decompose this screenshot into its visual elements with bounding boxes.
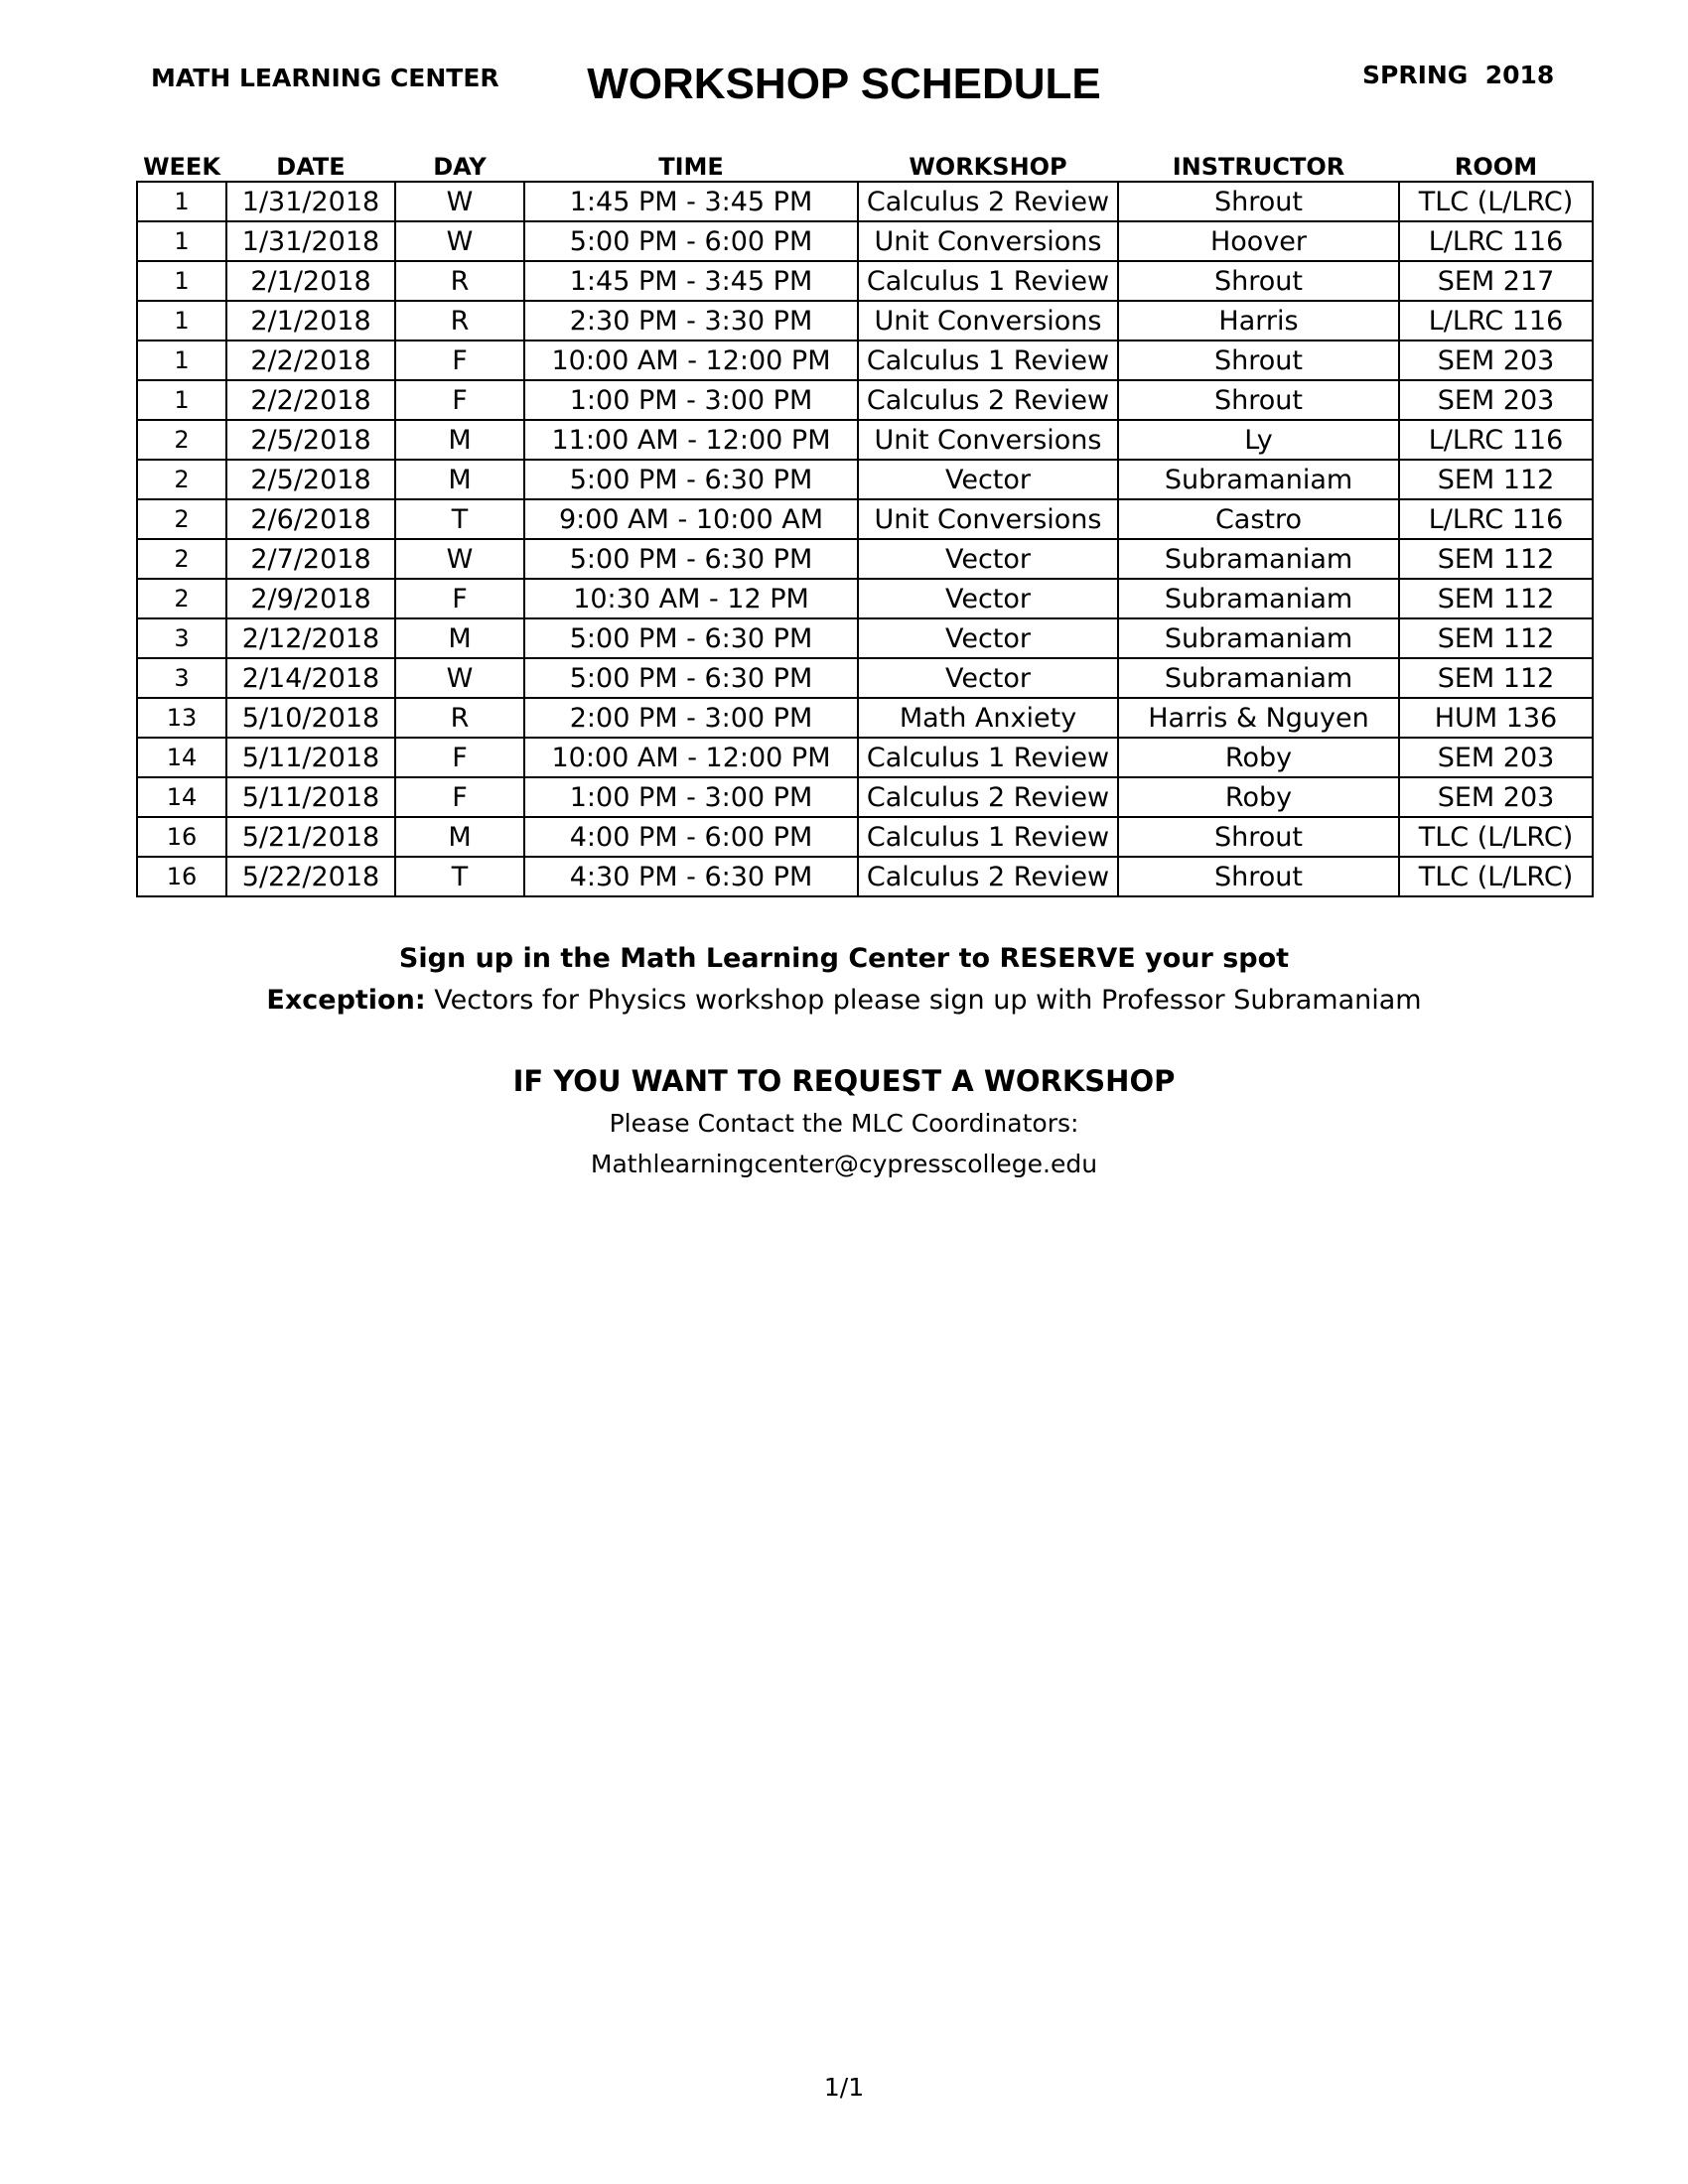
cell-week: 1: [137, 301, 226, 341]
column-header-instructor: INSTRUCTOR: [1172, 153, 1345, 181]
cell-time: 1:00 PM - 3:00 PM: [524, 380, 858, 420]
cell-room: L/LRC 116: [1399, 301, 1593, 341]
cell-room: SEM 112: [1399, 618, 1593, 658]
table-row: [137, 301, 1593, 341]
table-header-row: [137, 145, 1593, 182]
cell-week: 13: [137, 698, 226, 738]
cell-instructor: Shrout: [1118, 857, 1399, 896]
table-row: [137, 261, 1593, 301]
cell-room: SEM 203: [1399, 738, 1593, 777]
cell-workshop: Calculus 1 Review: [858, 341, 1118, 380]
cell-day: W: [395, 539, 524, 579]
cell-day: F: [395, 738, 524, 777]
cell-week: 3: [137, 618, 226, 658]
column-header-time: TIME: [658, 153, 724, 181]
cell-instructor: Castro: [1118, 499, 1399, 539]
cell-workshop: Vector: [858, 618, 1118, 658]
cell-time: 5:00 PM - 6:30 PM: [524, 539, 858, 579]
cell-day: F: [395, 380, 524, 420]
table-row: [137, 341, 1593, 380]
request-heading: IF YOU WANT TO REQUEST A WORKSHOP: [512, 1064, 1176, 1098]
cell-workshop: Calculus 1 Review: [858, 738, 1118, 777]
table-row: [137, 857, 1593, 896]
cell-room: L/LRC 116: [1399, 221, 1593, 261]
cell-week: 2: [137, 539, 226, 579]
exception-text: Vectors for Physics workshop please sign up with Professor Subramaniam: [425, 985, 1422, 1016]
table-row: [137, 539, 1593, 579]
cell-instructor: Shrout: [1118, 380, 1399, 420]
cell-workshop: Vector: [858, 539, 1118, 579]
cell-day: T: [395, 499, 524, 539]
cell-week: 2: [137, 460, 226, 499]
cell-workshop: Unit Conversions: [858, 221, 1118, 261]
table-body: [137, 182, 1593, 896]
cell-room: SEM 203: [1399, 777, 1593, 817]
cell-instructor: Shrout: [1118, 817, 1399, 857]
table-row: [137, 221, 1593, 261]
cell-room: L/LRC 116: [1399, 420, 1593, 460]
table-row: [137, 738, 1593, 777]
cell-workshop: Unit Conversions: [858, 301, 1118, 341]
cell-room: TLC (L/LRC): [1399, 182, 1593, 221]
cell-room: SEM 112: [1399, 460, 1593, 499]
cell-room: TLC (L/LRC): [1399, 817, 1593, 857]
cell-date: 1/31/2018: [226, 182, 395, 221]
cell-time: 2:30 PM - 3:30 PM: [524, 301, 858, 341]
table-row: [137, 182, 1593, 221]
signup-note: Sign up in the Math Learning Center to RESERVE your spot: [398, 943, 1290, 974]
cell-workshop: Calculus 1 Review: [858, 817, 1118, 857]
cell-date: 5/22/2018: [226, 857, 395, 896]
cell-date: 2/9/2018: [226, 579, 395, 618]
cell-day: R: [395, 698, 524, 738]
column-header-day: DAY: [433, 153, 487, 181]
cell-room: TLC (L/LRC): [1399, 857, 1593, 896]
term-label: SPRING 2018: [1362, 61, 1555, 89]
cell-instructor: Subramaniam: [1118, 539, 1399, 579]
page-title: WORKSHOP SCHEDULE: [587, 60, 1101, 108]
cell-room: L/LRC 116: [1399, 499, 1593, 539]
table-row: [137, 777, 1593, 817]
exception-note: [0, 985, 1688, 1016]
cell-week: 14: [137, 777, 226, 817]
cell-instructor: Ly: [1118, 420, 1399, 460]
cell-workshop: Unit Conversions: [858, 499, 1118, 539]
cell-time: 5:00 PM - 6:30 PM: [524, 460, 858, 499]
table-row: [137, 698, 1593, 738]
center-name: MATH LEARNING CENTER: [151, 64, 499, 92]
cell-workshop: Calculus 1 Review: [858, 261, 1118, 301]
cell-workshop: Vector: [858, 658, 1118, 698]
cell-week: 1: [137, 221, 226, 261]
cell-room: SEM 203: [1399, 380, 1593, 420]
cell-instructor: Shrout: [1118, 261, 1399, 301]
cell-day: W: [395, 182, 524, 221]
cell-workshop: Calculus 2 Review: [858, 857, 1118, 896]
cell-workshop: Math Anxiety: [858, 698, 1118, 738]
cell-instructor: Subramaniam: [1118, 618, 1399, 658]
cell-date: 2/1/2018: [226, 261, 395, 301]
workshop-schedule-table: [136, 145, 1594, 897]
cell-week: 1: [137, 380, 226, 420]
table-row: [137, 817, 1593, 857]
table-row: [137, 658, 1593, 698]
cell-room: SEM 112: [1399, 539, 1593, 579]
cell-week: 3: [137, 658, 226, 698]
cell-time: 4:00 PM - 6:00 PM: [524, 817, 858, 857]
table-row: [137, 499, 1593, 539]
cell-time: 11:00 AM - 12:00 PM: [524, 420, 858, 460]
cell-time: 1:45 PM - 3:45 PM: [524, 182, 858, 221]
page-number: 1/1: [823, 2073, 865, 2102]
cell-day: F: [395, 579, 524, 618]
cell-instructor: Shrout: [1118, 341, 1399, 380]
cell-day: F: [395, 341, 524, 380]
cell-day: W: [395, 658, 524, 698]
cell-time: 4:30 PM - 6:30 PM: [524, 857, 858, 896]
cell-date: 5/11/2018: [226, 777, 395, 817]
contact-line: Please Contact the MLC Coordinators:: [609, 1109, 1079, 1138]
cell-room: SEM 203: [1399, 341, 1593, 380]
cell-workshop: Calculus 2 Review: [858, 777, 1118, 817]
cell-instructor: Harris & Nguyen: [1118, 698, 1399, 738]
cell-day: W: [395, 221, 524, 261]
cell-week: 2: [137, 420, 226, 460]
cell-room: HUM 136: [1399, 698, 1593, 738]
contact-email[interactable]: Mathlearningcenter@cypresscollege.edu: [590, 1150, 1098, 1178]
cell-instructor: Shrout: [1118, 182, 1399, 221]
cell-date: 5/21/2018: [226, 817, 395, 857]
cell-workshop: Vector: [858, 460, 1118, 499]
column-header-workshop: WORKSHOP: [909, 153, 1067, 181]
cell-instructor: Roby: [1118, 738, 1399, 777]
cell-workshop: Calculus 2 Review: [858, 380, 1118, 420]
column-header-week: WEEK: [143, 153, 220, 181]
cell-workshop: Vector: [858, 579, 1118, 618]
column-header-date: DATE: [276, 153, 346, 181]
cell-date: 2/7/2018: [226, 539, 395, 579]
cell-instructor: Roby: [1118, 777, 1399, 817]
cell-date: 2/6/2018: [226, 499, 395, 539]
table-row: [137, 380, 1593, 420]
cell-time: 1:45 PM - 3:45 PM: [524, 261, 858, 301]
cell-day: M: [395, 618, 524, 658]
cell-day: R: [395, 301, 524, 341]
column-header-room: ROOM: [1454, 153, 1538, 181]
cell-time: 2:00 PM - 3:00 PM: [524, 698, 858, 738]
cell-day: M: [395, 817, 524, 857]
table-row: [137, 420, 1593, 460]
cell-workshop: Unit Conversions: [858, 420, 1118, 460]
table-row: [137, 579, 1593, 618]
cell-date: 1/31/2018: [226, 221, 395, 261]
cell-instructor: Hoover: [1118, 221, 1399, 261]
cell-week: 1: [137, 341, 226, 380]
cell-time: 5:00 PM - 6:30 PM: [524, 618, 858, 658]
cell-week: 14: [137, 738, 226, 777]
cell-week: 2: [137, 579, 226, 618]
cell-date: 2/1/2018: [226, 301, 395, 341]
cell-room: SEM 217: [1399, 261, 1593, 301]
cell-instructor: Subramaniam: [1118, 658, 1399, 698]
cell-time: 5:00 PM - 6:00 PM: [524, 221, 858, 261]
cell-time: 10:00 AM - 12:00 PM: [524, 341, 858, 380]
cell-time: 5:00 PM - 6:30 PM: [524, 658, 858, 698]
cell-room: SEM 112: [1399, 579, 1593, 618]
cell-date: 5/11/2018: [226, 738, 395, 777]
cell-week: 1: [137, 182, 226, 221]
cell-date: 2/12/2018: [226, 618, 395, 658]
cell-week: 16: [137, 857, 226, 896]
cell-date: 2/5/2018: [226, 420, 395, 460]
cell-instructor: Harris: [1118, 301, 1399, 341]
cell-day: R: [395, 261, 524, 301]
cell-day: F: [395, 777, 524, 817]
cell-time: 10:30 AM - 12 PM: [524, 579, 858, 618]
cell-date: 2/2/2018: [226, 380, 395, 420]
cell-day: M: [395, 460, 524, 499]
cell-week: 2: [137, 499, 226, 539]
table-row: [137, 460, 1593, 499]
exception-label: Exception:: [266, 985, 426, 1016]
cell-day: M: [395, 420, 524, 460]
cell-room: SEM 112: [1399, 658, 1593, 698]
cell-instructor: Subramaniam: [1118, 579, 1399, 618]
cell-workshop: Calculus 2 Review: [858, 182, 1118, 221]
table-row: [137, 618, 1593, 658]
cell-instructor: Subramaniam: [1118, 460, 1399, 499]
cell-date: 2/14/2018: [226, 658, 395, 698]
cell-time: 10:00 AM - 12:00 PM: [524, 738, 858, 777]
cell-time: 9:00 AM - 10:00 AM: [524, 499, 858, 539]
cell-day: T: [395, 857, 524, 896]
cell-date: 2/5/2018: [226, 460, 395, 499]
cell-date: 2/2/2018: [226, 341, 395, 380]
cell-week: 1: [137, 261, 226, 301]
cell-week: 16: [137, 817, 226, 857]
cell-date: 5/10/2018: [226, 698, 395, 738]
cell-time: 1:00 PM - 3:00 PM: [524, 777, 858, 817]
